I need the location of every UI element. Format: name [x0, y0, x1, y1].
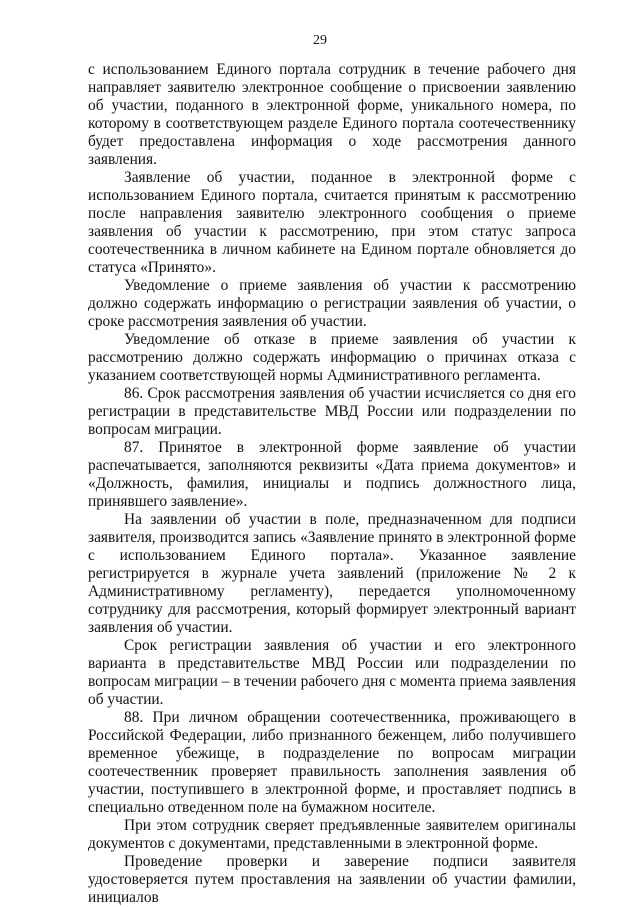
paragraph: 86. Срок рассмотрения заявления об участии исчисляется со дня его регистрации в представительстве МВД России или подразделении по вопросам миграции.: [88, 385, 576, 438]
paragraph: с использованием Единого портала сотрудник в течение рабочего дня направляет заявителю электронное сообщение о присвоении заявлению об участии, поданного в электронной форме, уникального номера, по которому в соответствующем разделе Единого портала соотечественнику будет предоставлена информация о ходе рассмотрения данного заявления.: [88, 61, 576, 168]
paragraph: Срок регистрации заявления об участии и его электронного варианта в представительстве МВД России или подразделении по вопросам миграции – в течении рабочего дня с момента приема заявления об участии.: [88, 637, 576, 708]
paragraph: На заявлении об участии в поле, предназначенном для подписи заявителя, производится запись «Заявление принято в электронной форме с использованием Единого портала». Указанное заявление регистрируется в журнале учета заявлений (приложение № 2 к Административному регламенту), передается уполномоченному сотруднику для рассмотрения, который формирует электронный вариант заявления об участии.: [88, 511, 576, 636]
paragraph: Уведомление о приеме заявления об участии к рассмотрению должно содержать информацию о регистрации заявления об участии, о сроке рассмотрения заявления об участии.: [88, 277, 576, 330]
paragraph: Заявление об участии, поданное в электронной форме с использованием Единого портала, считается принятым к рассмотрению после направления заявителю электронного сообщения о приеме заявления об участии к рассмотрению, при этом статус запроса соотечественника в личном кабинете на Едином портале обновляется до статуса «Принято».: [88, 169, 576, 276]
paragraph: 87. Принятое в электронной форме заявление об участии распечатывается, заполняются реквизиты «Дата приема документов» и «Должность, фамилия, инициалы и подпись должностного лица, принявшего заявление».: [88, 439, 576, 510]
paragraph: 88. При личном обращении соотечественника, проживающего в Российской Федерации, либо признанного беженцем, либо получившего временное убежище, в подразделение по вопросам миграции соотечественник проверяет правильность заполнения заявления об участии, поступившего в электронной форме, и проставляет подпись в специально отведенном поле на бумажном носителе.: [88, 709, 576, 816]
paragraph: Уведомление об отказе в приеме заявления об участии к рассмотрению должно содержать информацию о причинах отказа с указанием соответствующей нормы Административного регламента.: [88, 331, 576, 384]
page-number: 29: [313, 33, 327, 48]
paragraph: При этом сотрудник сверяет предъявленные заявителем оригиналы документов с документами, представленными в электронной форме.: [88, 817, 576, 852]
document-body: [88, 61, 576, 907]
paragraph: Проведение проверки и заверение подписи заявителя удостоверяется путем проставления на заявлении об участии фамилии, инициалов: [88, 853, 576, 906]
